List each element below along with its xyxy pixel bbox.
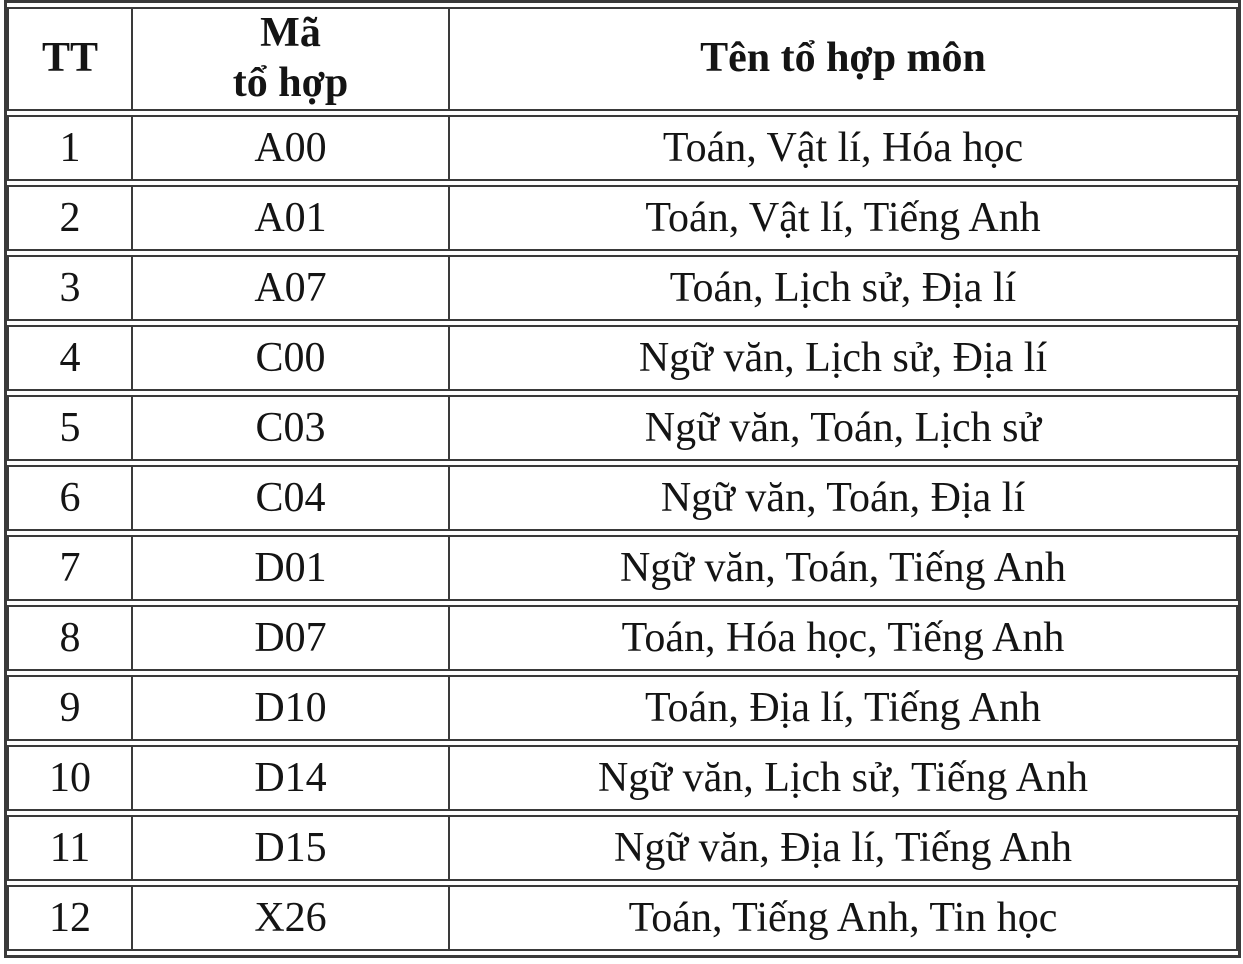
- cell-name: Toán, Vật lí, Hóa học: [450, 115, 1238, 181]
- table-row: [7, 115, 1238, 181]
- cell-tt: 7: [7, 535, 133, 601]
- cell-name: Toán, Địa lí, Tiếng Anh: [450, 675, 1238, 741]
- table-row: [7, 325, 1238, 391]
- table-row: [7, 185, 1238, 251]
- cell-code: D07: [133, 605, 450, 671]
- header-cell-code: [133, 7, 450, 111]
- cell-code: D10: [133, 675, 450, 741]
- cell-name: Toán, Vật lí, Tiếng Anh: [450, 185, 1238, 251]
- cell-code: C04: [133, 465, 450, 531]
- cell-tt: 9: [7, 675, 133, 741]
- cell-tt: 6: [7, 465, 133, 531]
- cell-tt: 1: [7, 115, 133, 181]
- cell-tt: 12: [7, 885, 133, 951]
- table-row: [7, 465, 1238, 531]
- header-cell-tt: TT: [7, 7, 133, 111]
- table-row: [7, 395, 1238, 461]
- cell-code: C03: [133, 395, 450, 461]
- cell-name: Toán, Hóa học, Tiếng Anh: [450, 605, 1238, 671]
- cell-tt: 2: [7, 185, 133, 251]
- header-code-line1: Mã: [260, 10, 321, 57]
- table-row: [7, 885, 1238, 951]
- table-row: [7, 535, 1238, 601]
- table-header: [7, 7, 1238, 111]
- cell-tt: 3: [7, 255, 133, 321]
- cell-code: A01: [133, 185, 450, 251]
- cell-name: Toán, Lịch sử, Địa lí: [450, 255, 1238, 321]
- cell-name: Ngữ văn, Lịch sử, Tiếng Anh: [450, 745, 1238, 811]
- cell-tt: 5: [7, 395, 133, 461]
- cell-name: Ngữ văn, Lịch sử, Địa lí: [450, 325, 1238, 391]
- header-cell-name: Tên tổ hợp môn: [450, 7, 1238, 111]
- cell-code: C00: [133, 325, 450, 391]
- cell-name: Ngữ văn, Toán, Địa lí: [450, 465, 1238, 531]
- table-row: [7, 745, 1238, 811]
- cell-tt: 4: [7, 325, 133, 391]
- header-code-line2: tổ hợp: [232, 60, 349, 106]
- table-row: [7, 815, 1238, 881]
- cell-code: D01: [133, 535, 450, 601]
- table-body: [7, 115, 1238, 951]
- cell-name: Ngữ văn, Địa lí, Tiếng Anh: [450, 815, 1238, 881]
- cell-name: Ngữ văn, Toán, Tiếng Anh: [450, 535, 1238, 601]
- cell-tt: 8: [7, 605, 133, 671]
- table-row: [7, 255, 1238, 321]
- cell-tt: 10: [7, 745, 133, 811]
- cell-name: Toán, Tiếng Anh, Tin học: [450, 885, 1238, 951]
- cell-code: A07: [133, 255, 450, 321]
- subject-combination-table: [4, 0, 1241, 958]
- cell-tt: 11: [7, 815, 133, 881]
- cell-name: Ngữ văn, Toán, Lịch sử: [450, 395, 1238, 461]
- cell-code: D15: [133, 815, 450, 881]
- cell-code: X26: [133, 885, 450, 951]
- cell-code: A00: [133, 115, 450, 181]
- cell-code: D14: [133, 745, 450, 811]
- header-row: [7, 7, 1238, 111]
- table-row: [7, 605, 1238, 671]
- table-row: [7, 675, 1238, 741]
